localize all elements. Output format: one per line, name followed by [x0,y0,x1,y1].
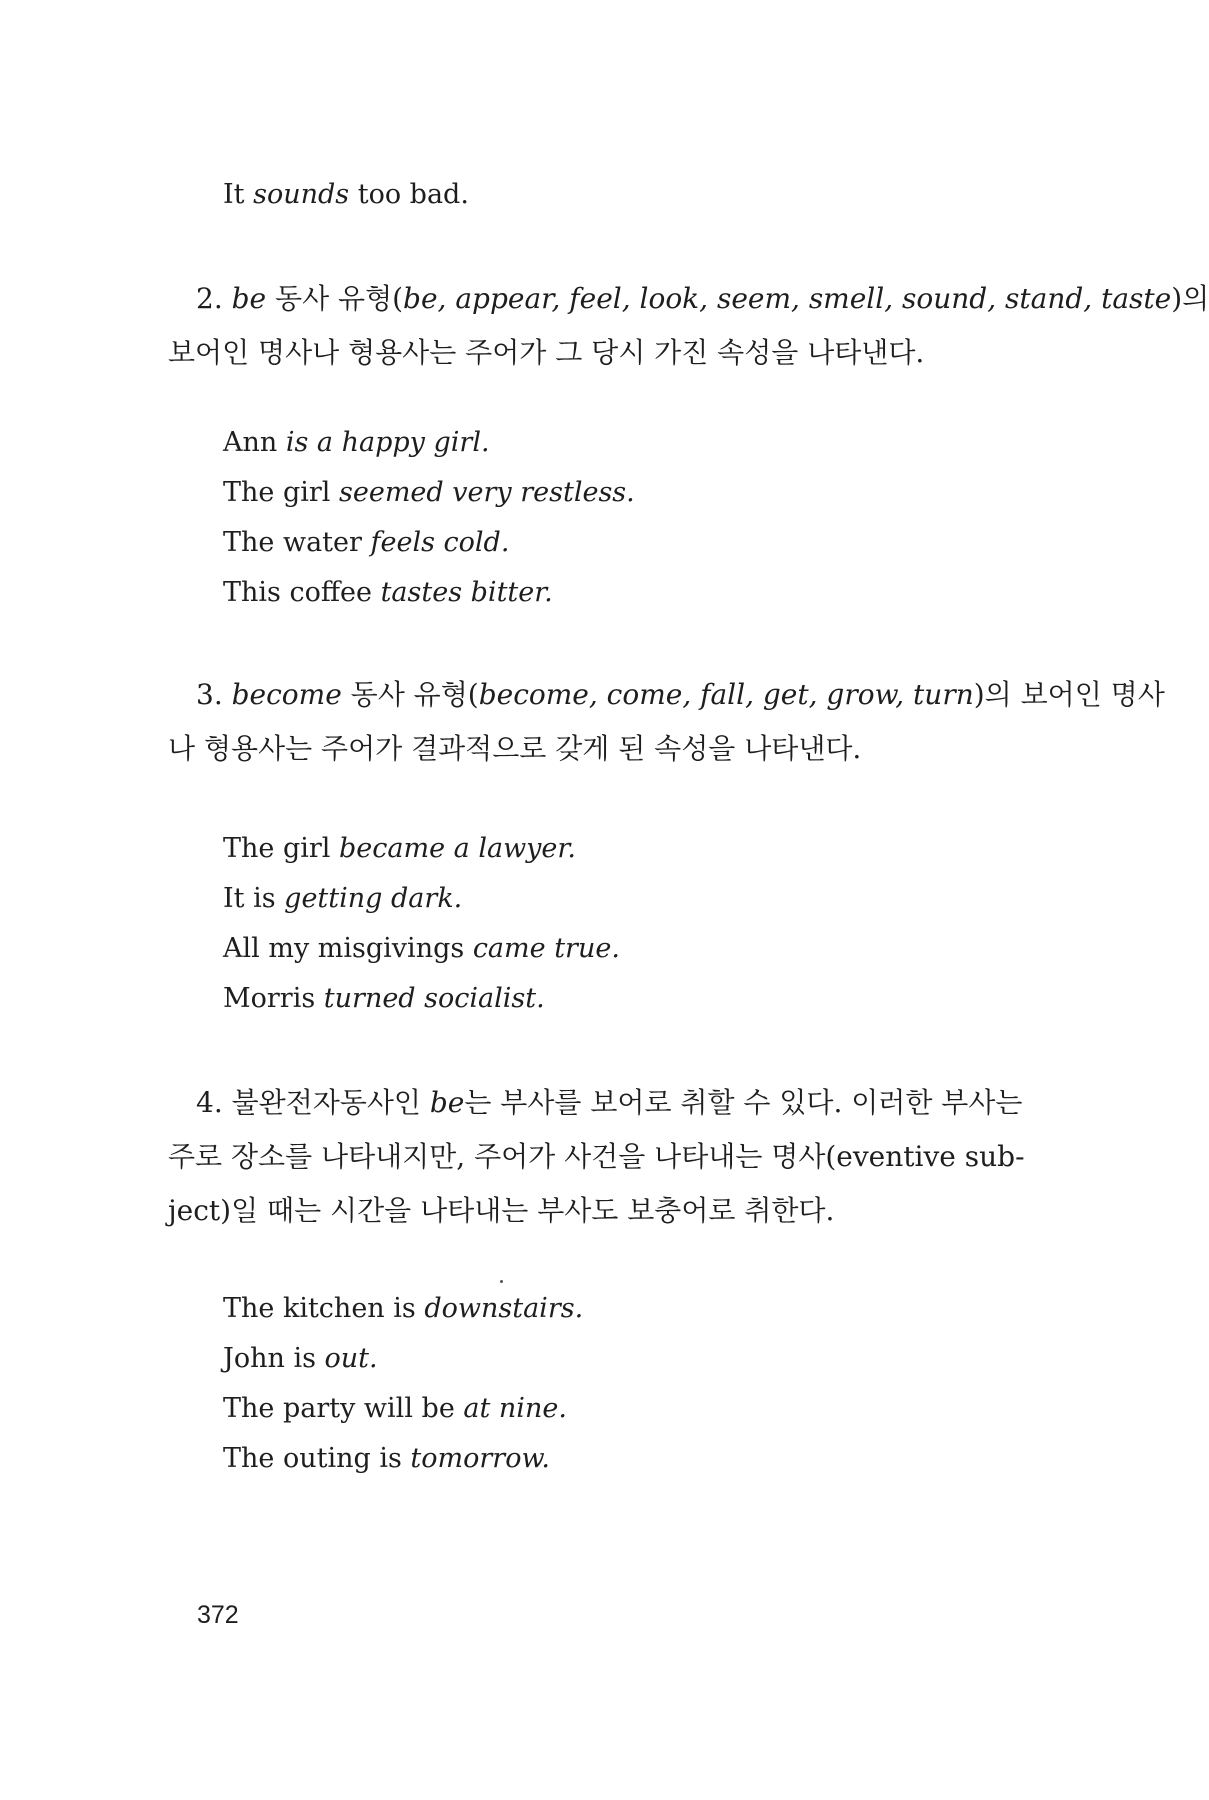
example-sentence: The girl became a lawyer. [223,833,576,864]
page-number: 372 [197,1601,239,1629]
section-2-line-1: 2. be 동사 유형(be, appear, feel, look, seem, smell, sound, stand, taste)의 [196,282,1209,315]
section-4-line-3: ject)일 때는 시간을 나타내는 부사도 보충어로 취한다. [168,1194,835,1227]
example-sentence: The party will be at nine. [223,1393,567,1424]
section-2-line-2: 보어인 명사나 형용사는 주어가 그 당시 가진 속성을 나타낸다. [168,336,925,369]
example-sentence: The outing is tomorrow. [223,1443,550,1474]
example-sentence: It is getting dark. [223,883,463,914]
example-sentence: The water feels cold. [223,527,510,558]
section-3-line-1: 3. become 동사 유형(become, come, fall, get, grow, turn)의 보어인 명사 [196,678,1165,711]
section-3-line-2: 나 형용사는 주어가 결과적으로 갖게 된 속성을 나타낸다. [168,732,862,765]
example-sentence: The kitchen is downstairs. [223,1293,584,1324]
section-4-paragraph [168,1076,1058,1238]
example-sentence: John is out. [223,1343,378,1374]
example-sentence: Morris turned socialist. [223,983,545,1014]
example-sentence: This coffee tastes bitter. [223,577,553,608]
section-2-paragraph [168,272,1209,380]
example-sentence: It sounds too bad. [223,179,469,210]
stray-mark [500,1280,503,1283]
section-4-line-1: 4. 불완전자동사인 be는 부사를 보어로 취할 수 있다. 이러한 부사는 [196,1086,1023,1119]
example-sentence: All my misgivings came true. [223,933,620,964]
example-sentence: Ann is a happy girl. [223,427,490,458]
section-3-paragraph [168,668,1165,776]
section-4-line-2: 주로 장소를 나타내지만, 주어가 사건을 나타내는 명사(eventive sub- [168,1140,1025,1173]
example-sentence: The girl seemed very restless. [223,477,635,508]
